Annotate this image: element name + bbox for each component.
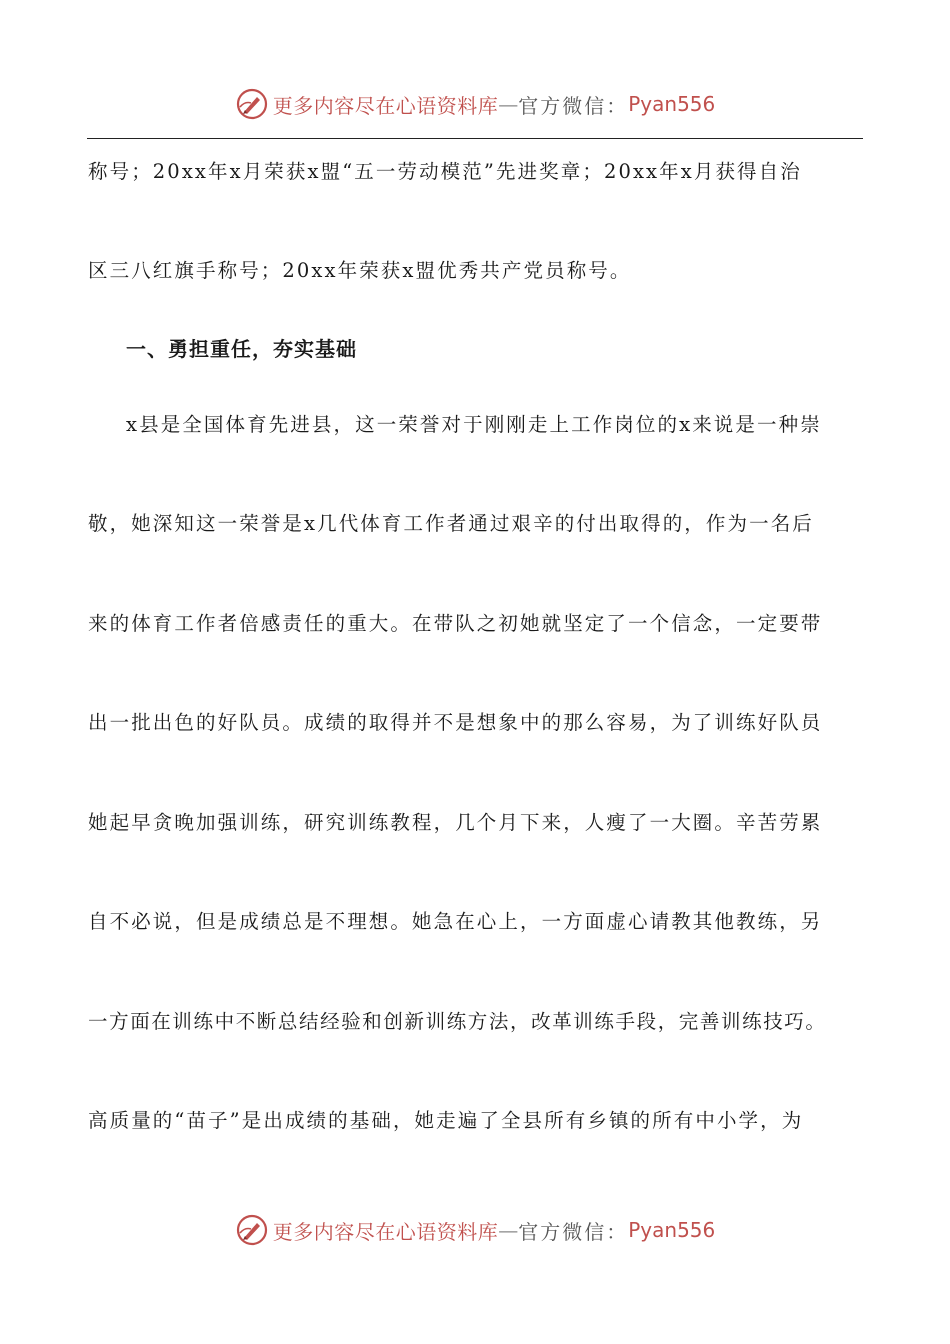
header-wechat-id: Pyan556 bbox=[628, 92, 716, 116]
footer-site-text: 更多内容尽在心语资料库 bbox=[272, 1219, 499, 1244]
body-line-3: x县是全国体育先进县，这一荣誉对于刚刚走上工作岗位的x来说是一种崇 bbox=[126, 413, 822, 436]
footer-wechat-label: 官方微信： bbox=[518, 1219, 629, 1244]
body-line-1: 称号；20xx年x月荣获x盟“五一劳动模范”先进奖章；20xx年x月获得自治 bbox=[88, 160, 802, 183]
header-dash: — bbox=[498, 92, 519, 116]
header-site-text: 更多内容尽在心语资料库 bbox=[272, 93, 499, 118]
header-wechat-label: 官方微信： bbox=[518, 93, 629, 118]
footer-dash: — bbox=[498, 1218, 519, 1242]
body-line-5: 来的体育工作者倍感责任的重大。在带队之初她就坚定了一个信念，一定要带 bbox=[88, 612, 823, 635]
header-banner bbox=[0, 84, 950, 124]
body-line-4: 敬，她深知这一荣誉是x几代体育工作者通过艰辛的付出取得的，作为一名后 bbox=[88, 512, 814, 535]
footer-banner bbox=[0, 1210, 950, 1250]
body-line-9: 一方面在训练中不断总结经验和创新训练方法，改革训练手段，完善训练技巧。 bbox=[88, 1010, 827, 1033]
body-line-7: 她起早贪晚加强训练，研究训练教程，几个月下来，人瘦了一大圈。辛苦劳累 bbox=[88, 811, 823, 834]
header-divider bbox=[87, 138, 863, 139]
footer-wechat-id: Pyan556 bbox=[628, 1218, 716, 1242]
pen-logo-icon bbox=[235, 87, 269, 121]
body-line-8: 自不必说，但是成绩总是不理想。她急在心上，一方面虚心请教其他教练，另 bbox=[88, 910, 823, 933]
pen-logo-icon bbox=[235, 1213, 269, 1247]
body-line-10: 高质量的“苗子”是出成绩的基础，她走遍了全县所有乡镇的所有中小学，为 bbox=[88, 1109, 804, 1132]
body-line-2: 区三八红旗手称号；20xx年荣获x盟优秀共产党员称号。 bbox=[88, 259, 632, 282]
body-line-6: 出一批出色的好队员。成绩的取得并不是想象中的那么容易，为了训练好队员 bbox=[88, 711, 823, 734]
section-heading: 一、勇担重任，夯实基础 bbox=[126, 337, 357, 361]
